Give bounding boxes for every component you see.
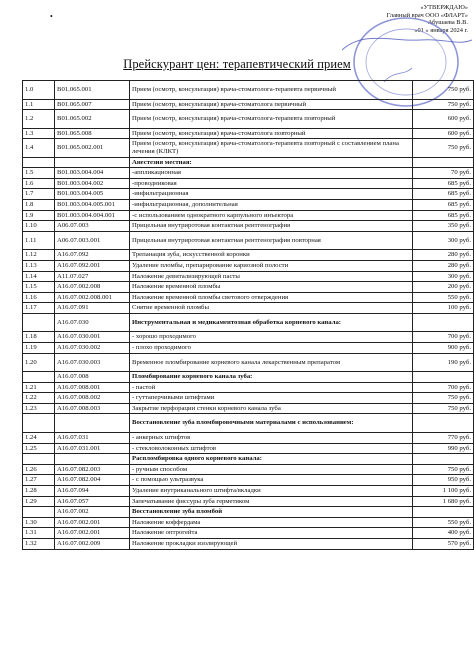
service-name: Пломбирование корневого канала зуба:: [130, 372, 413, 383]
service-code: В01.065.007: [55, 99, 130, 110]
service-code: А16.07.030.002: [55, 343, 130, 354]
table-row: [23, 353, 474, 372]
service-price: 700 руб.: [413, 382, 474, 393]
service-name: Анестезия местная:: [130, 157, 413, 168]
service-price: 600 руб.: [413, 110, 474, 129]
service-code: А16.07.031: [55, 432, 130, 443]
service-name: Наложение временной пломбы светового отверждения: [130, 292, 413, 303]
service-name: Восстановление зуба пломбировочными материалами с использованием:: [130, 414, 413, 433]
service-name: Трепанация зуба, искусственной коронки: [130, 250, 413, 261]
service-name: -проводниковая: [130, 178, 413, 189]
table-row: [23, 432, 474, 443]
row-number: 1.31: [23, 528, 55, 539]
service-price: [413, 414, 474, 433]
service-price: 1 100 руб.: [413, 485, 474, 496]
row-number: 1.2: [23, 110, 55, 129]
row-number: 1.7: [23, 189, 55, 200]
table-row: [23, 189, 474, 200]
service-code: А16.07.002.001: [55, 528, 130, 539]
service-name: Снятие временной пломбы: [130, 303, 413, 314]
row-number: 1.11: [23, 231, 55, 250]
table-row: [23, 414, 474, 433]
table-row: [23, 128, 474, 139]
row-number: 1.20: [23, 353, 55, 372]
service-code: [55, 454, 130, 465]
service-name: - ручным способом: [130, 464, 413, 475]
service-name: Прием (осмотр, консультация) врача-стоматолога повторный: [130, 128, 413, 139]
service-code: А16.07.057: [55, 496, 130, 507]
service-price: 950 руб.: [413, 475, 474, 486]
approval-position: Главный врач ООО «ФЛАРТ»: [386, 11, 468, 19]
row-number: 1.19: [23, 343, 55, 354]
service-price: 750 руб.: [413, 81, 474, 100]
table-row: [23, 221, 474, 232]
row-number: [23, 157, 55, 168]
service-price: 685 руб.: [413, 200, 474, 211]
service-code: В01.003.004.004: [55, 168, 130, 179]
service-code: В01.065.001: [55, 81, 130, 100]
service-name: - гуттаперчивыми штифтами: [130, 393, 413, 404]
table-row: [23, 382, 474, 393]
table-row: [23, 507, 474, 518]
table-row: [23, 496, 474, 507]
table-row: [23, 313, 474, 332]
service-code: А06.07.003: [55, 221, 130, 232]
row-number: [23, 372, 55, 383]
service-name: Наложение девитализирующей пасты: [130, 271, 413, 282]
service-price: [413, 372, 474, 383]
service-price: 550 руб.: [413, 292, 474, 303]
service-code: А16.07.092: [55, 250, 130, 261]
service-code: А16.07.030.001: [55, 332, 130, 343]
service-price: 280 руб.: [413, 260, 474, 271]
service-code: В01.003.004.005.001: [55, 200, 130, 211]
service-code: А16.07.082.004: [55, 475, 130, 486]
service-name: -инфильтрационная, дополнительная: [130, 200, 413, 211]
service-price: 750 руб.: [413, 403, 474, 414]
row-number: 1.21: [23, 382, 55, 393]
service-price: 550 руб.: [413, 517, 474, 528]
service-price: 685 руб.: [413, 189, 474, 200]
service-price: 770 руб.: [413, 432, 474, 443]
row-number: 1.5: [23, 168, 55, 179]
row-number: 1.23: [23, 403, 55, 414]
table-row: [23, 178, 474, 189]
table-row: [23, 210, 474, 221]
service-price: 280 руб.: [413, 250, 474, 261]
service-name: Распломбировка одного корневого канала:: [130, 454, 413, 465]
service-name: - пастой: [130, 382, 413, 393]
service-code: А16.07.008.002: [55, 393, 130, 404]
service-price: 300 руб.: [413, 231, 474, 250]
row-number: 1.14: [23, 271, 55, 282]
service-name: Прием (осмотр, консультация) врача-стоматолога-терапевта повторный с составлением плана лечения (КЛКТ): [130, 139, 413, 158]
row-number: 1.8: [23, 200, 55, 211]
service-name: - с помощью ультразвука: [130, 475, 413, 486]
service-price: 100 руб.: [413, 303, 474, 314]
service-name: Запечатывание фиссуры зуба герметиком: [130, 496, 413, 507]
service-name: Прием (осмотр, консультация) врача-стоматолога-терапевта первичный: [130, 81, 413, 100]
service-price: 750 руб.: [413, 464, 474, 475]
service-price: 600 руб.: [413, 128, 474, 139]
service-price: 190 руб.: [413, 353, 474, 372]
service-code: В01.065.002: [55, 110, 130, 129]
service-name: Восстановление зуба пломбой: [130, 507, 413, 518]
row-number: 1.1: [23, 99, 55, 110]
service-code: А11.07.027: [55, 271, 130, 282]
service-price: 685 руб.: [413, 178, 474, 189]
table-row: [23, 303, 474, 314]
service-name: Прием (осмотр, консультация) врача-стоматолога первичный: [130, 99, 413, 110]
service-price: 990 руб.: [413, 443, 474, 454]
table-row: [23, 200, 474, 211]
service-name: Прием (осмотр, консультация) врача-стоматолога-терапевта повторный: [130, 110, 413, 129]
row-number: 1.3: [23, 128, 55, 139]
service-name: - плохо проходимого: [130, 343, 413, 354]
row-number: 1.27: [23, 475, 55, 486]
row-number: 1.26: [23, 464, 55, 475]
service-code: А16.07.092.001: [55, 260, 130, 271]
service-code: А16.07.091: [55, 303, 130, 314]
row-number: 1.10: [23, 221, 55, 232]
speck-mark: •: [50, 12, 53, 21]
row-number: 1.0: [23, 81, 55, 100]
table-row: [23, 538, 474, 549]
service-name: Закрытие перфорации стенки корневого канала зуба: [130, 403, 413, 414]
row-number: 1.4: [23, 139, 55, 158]
service-price: 900 руб.: [413, 343, 474, 354]
row-number: 1.17: [23, 303, 55, 314]
row-number: [23, 414, 55, 433]
service-code: А06.07.003.001: [55, 231, 130, 250]
table-row: [23, 168, 474, 179]
service-code: [55, 414, 130, 433]
table-row: [23, 403, 474, 414]
service-name: Прицельная внутриротовая контактная рентгенография повторная: [130, 231, 413, 250]
row-number: 1.28: [23, 485, 55, 496]
table-row: [23, 464, 474, 475]
table-row: [23, 250, 474, 261]
service-price: 300 руб.: [413, 271, 474, 282]
table-row: [23, 443, 474, 454]
service-name: -инфильтрационная: [130, 189, 413, 200]
table-row: [23, 110, 474, 129]
service-code: А16.07.002.008.001: [55, 292, 130, 303]
service-price: 200 руб.: [413, 282, 474, 293]
service-name: Прицельная внутриротовая контактная рентгенография: [130, 221, 413, 232]
service-price: [413, 507, 474, 518]
service-price: [413, 454, 474, 465]
service-price: [413, 313, 474, 332]
service-name: Удаление пломбы, препарирование кариозной полости: [130, 260, 413, 271]
service-code: А16.07.002.001: [55, 517, 130, 528]
service-price: 570 руб.: [413, 538, 474, 549]
service-code: [55, 157, 130, 168]
table-row: [23, 292, 474, 303]
service-code: А16.07.031.001: [55, 443, 130, 454]
row-number: 1.15: [23, 282, 55, 293]
row-number: 1.18: [23, 332, 55, 343]
table-row: [23, 393, 474, 404]
service-code: А16.07.030.003: [55, 353, 130, 372]
service-name: Наложение прокладки изолирующей: [130, 538, 413, 549]
row-number: 1.29: [23, 496, 55, 507]
table-row: [23, 343, 474, 354]
service-price: 750 руб.: [413, 99, 474, 110]
service-code: В01.003.004.002: [55, 178, 130, 189]
table-row: [23, 271, 474, 282]
service-name: Наложение оптрогейта: [130, 528, 413, 539]
service-code: А16.07.002.009: [55, 538, 130, 549]
service-name: - стекловолоконных штифтов: [130, 443, 413, 454]
row-number: 1.22: [23, 393, 55, 404]
service-code: А16.07.002: [55, 507, 130, 518]
row-number: 1.6: [23, 178, 55, 189]
service-code: В01.003.004.004.001: [55, 210, 130, 221]
service-code: А16.07.008.003: [55, 403, 130, 414]
service-price: 685 руб.: [413, 210, 474, 221]
row-number: [23, 313, 55, 332]
row-number: 1.25: [23, 443, 55, 454]
approval-signatory: Абушаева В.В.: [427, 19, 468, 27]
service-price: 400 руб.: [413, 528, 474, 539]
service-name: Временное пломбирование корневого канала лекарственным препаратом: [130, 353, 413, 372]
table-row: [23, 260, 474, 271]
table-row: [23, 485, 474, 496]
table-row: [23, 528, 474, 539]
table-row: [23, 454, 474, 465]
service-code: В01.065.008: [55, 128, 130, 139]
table-row: [23, 99, 474, 110]
table-row: [23, 157, 474, 168]
service-price: 70 руб.: [413, 168, 474, 179]
table-row: [23, 282, 474, 293]
row-number: [23, 507, 55, 518]
table-row: [23, 517, 474, 528]
row-number: 1.24: [23, 432, 55, 443]
page-title: Прейскурант цен: терапевтический прием: [123, 57, 351, 71]
service-name: Удаление внутриканального штифта/вкладки: [130, 485, 413, 496]
service-price: [413, 157, 474, 168]
service-code: А16.07.008.001: [55, 382, 130, 393]
service-name: -с использованием однократного карпульного инъектора: [130, 210, 413, 221]
row-number: 1.16: [23, 292, 55, 303]
table-row: [23, 372, 474, 383]
table-row: [23, 332, 474, 343]
service-code: А16.07.008: [55, 372, 130, 383]
service-code: А16.07.002.008: [55, 282, 130, 293]
approval-title: «УТВЕРЖДАЮ»: [420, 4, 468, 11]
table-row: [23, 139, 474, 158]
service-code: В01.003.004.005: [55, 189, 130, 200]
service-name: Наложение временной пломбы: [130, 282, 413, 293]
service-name: - хорошо проходимого: [130, 332, 413, 343]
row-number: 1.32: [23, 538, 55, 549]
service-price: 700 руб.: [413, 332, 474, 343]
row-number: 1.13: [23, 260, 55, 271]
row-number: 1.30: [23, 517, 55, 528]
service-name: -аппликационная: [130, 168, 413, 179]
service-price: 1 680 руб.: [413, 496, 474, 507]
table-row: [23, 81, 474, 100]
service-code: А16.07.094: [55, 485, 130, 496]
row-number: 1.9: [23, 210, 55, 221]
table-row: [23, 475, 474, 486]
service-price: 750 руб.: [413, 393, 474, 404]
service-price: 350 руб.: [413, 221, 474, 232]
row-number: 1.12: [23, 250, 55, 261]
table-row: [23, 231, 474, 250]
service-price: 750 руб.: [413, 139, 474, 158]
service-name: - анкерных штифтов: [130, 432, 413, 443]
service-code: А16.07.030: [55, 313, 130, 332]
service-name: Наложение коффердама: [130, 517, 413, 528]
service-name: Инструментальная и медикаментозная обработка корневого канала:: [130, 313, 413, 332]
approval-date: «01 » января 2024 г.: [414, 26, 468, 34]
service-code: В01.065.002.001: [55, 139, 130, 158]
price-table: [22, 80, 474, 550]
service-code: А16.07.082.003: [55, 464, 130, 475]
row-number: [23, 454, 55, 465]
